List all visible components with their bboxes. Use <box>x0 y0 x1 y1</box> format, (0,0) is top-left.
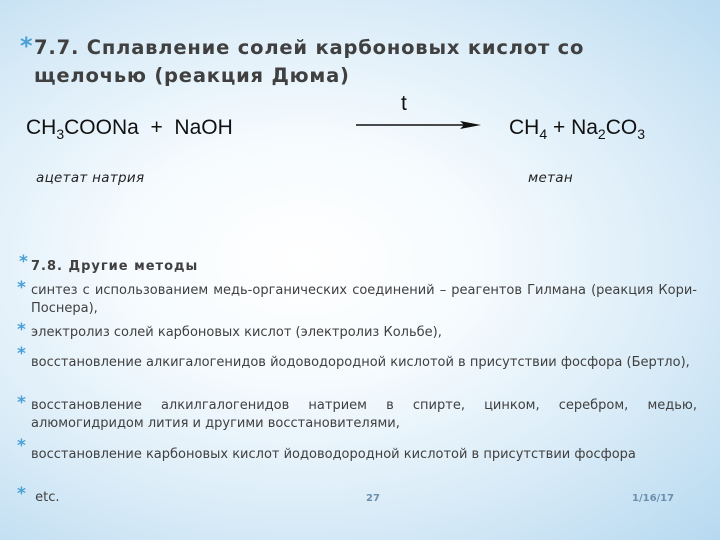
list-item <box>31 324 697 342</box>
page-number: 27 <box>366 493 380 504</box>
section2-bullet: * <box>19 252 28 272</box>
reaction-condition: t <box>401 92 407 115</box>
item-bullet: * <box>17 344 26 364</box>
slide-date: 1/16/17 <box>632 493 675 504</box>
list-item <box>31 489 697 507</box>
reaction-arrow-icon <box>356 118 481 132</box>
product-sub-2: 2 <box>597 126 606 142</box>
list-item <box>31 446 697 464</box>
product-na: + Na <box>547 116 598 139</box>
product-co: CO <box>605 116 638 139</box>
reactant-name: ацетат натрия <box>36 170 145 186</box>
list-item-text: электролиз солей карбоновых кислот (электролиз Кольбе), <box>31 325 442 340</box>
reactant-sub-3: 3 <box>56 126 65 142</box>
list-item-text: восстановление алкилгалогенидов натрием в спирте, цинком, серебром, медью, алюмогидридом лития и другими восстановителями, <box>31 398 697 431</box>
item-bullet: * <box>17 484 26 504</box>
list-item <box>31 397 697 433</box>
item-bullet: * <box>17 393 26 413</box>
list-item-text: синтез с использованием медь-органических соединений – реагентов Гилмана (реакция Кори-Поснера), <box>31 283 697 316</box>
equation-reactants <box>26 116 233 142</box>
item-bullet: * <box>17 436 26 456</box>
item-bullet: * <box>17 320 26 340</box>
reactant-rest: COONa + NaOH <box>64 116 233 139</box>
list-item <box>31 354 697 372</box>
title-bullet: * <box>20 32 33 60</box>
reactant-ch: CH <box>26 116 57 139</box>
slide-title: 7.7. Сплавление солей карбоновых кислот со щелочью (реакция Дюма) <box>34 36 585 87</box>
equation-products <box>509 116 645 142</box>
product-sub-3: 3 <box>637 126 646 142</box>
product-name: метан <box>528 170 573 186</box>
product-sub-4: 4 <box>539 126 548 142</box>
item-bullet: * <box>17 278 26 298</box>
list-item-text: восстановление алкигалогенидов йодоводородной кислотой в присутствии фосфора (Бертло), <box>31 355 690 370</box>
section2-title: 7.8. Другие методы <box>31 259 199 274</box>
list-item-text: восстановление карбоновых кислот йодоводородной кислотой в присутствии фосфора <box>31 447 636 462</box>
list-item-text: etc. <box>31 490 60 505</box>
list-item <box>31 282 697 318</box>
product-ch: CH <box>509 116 540 139</box>
